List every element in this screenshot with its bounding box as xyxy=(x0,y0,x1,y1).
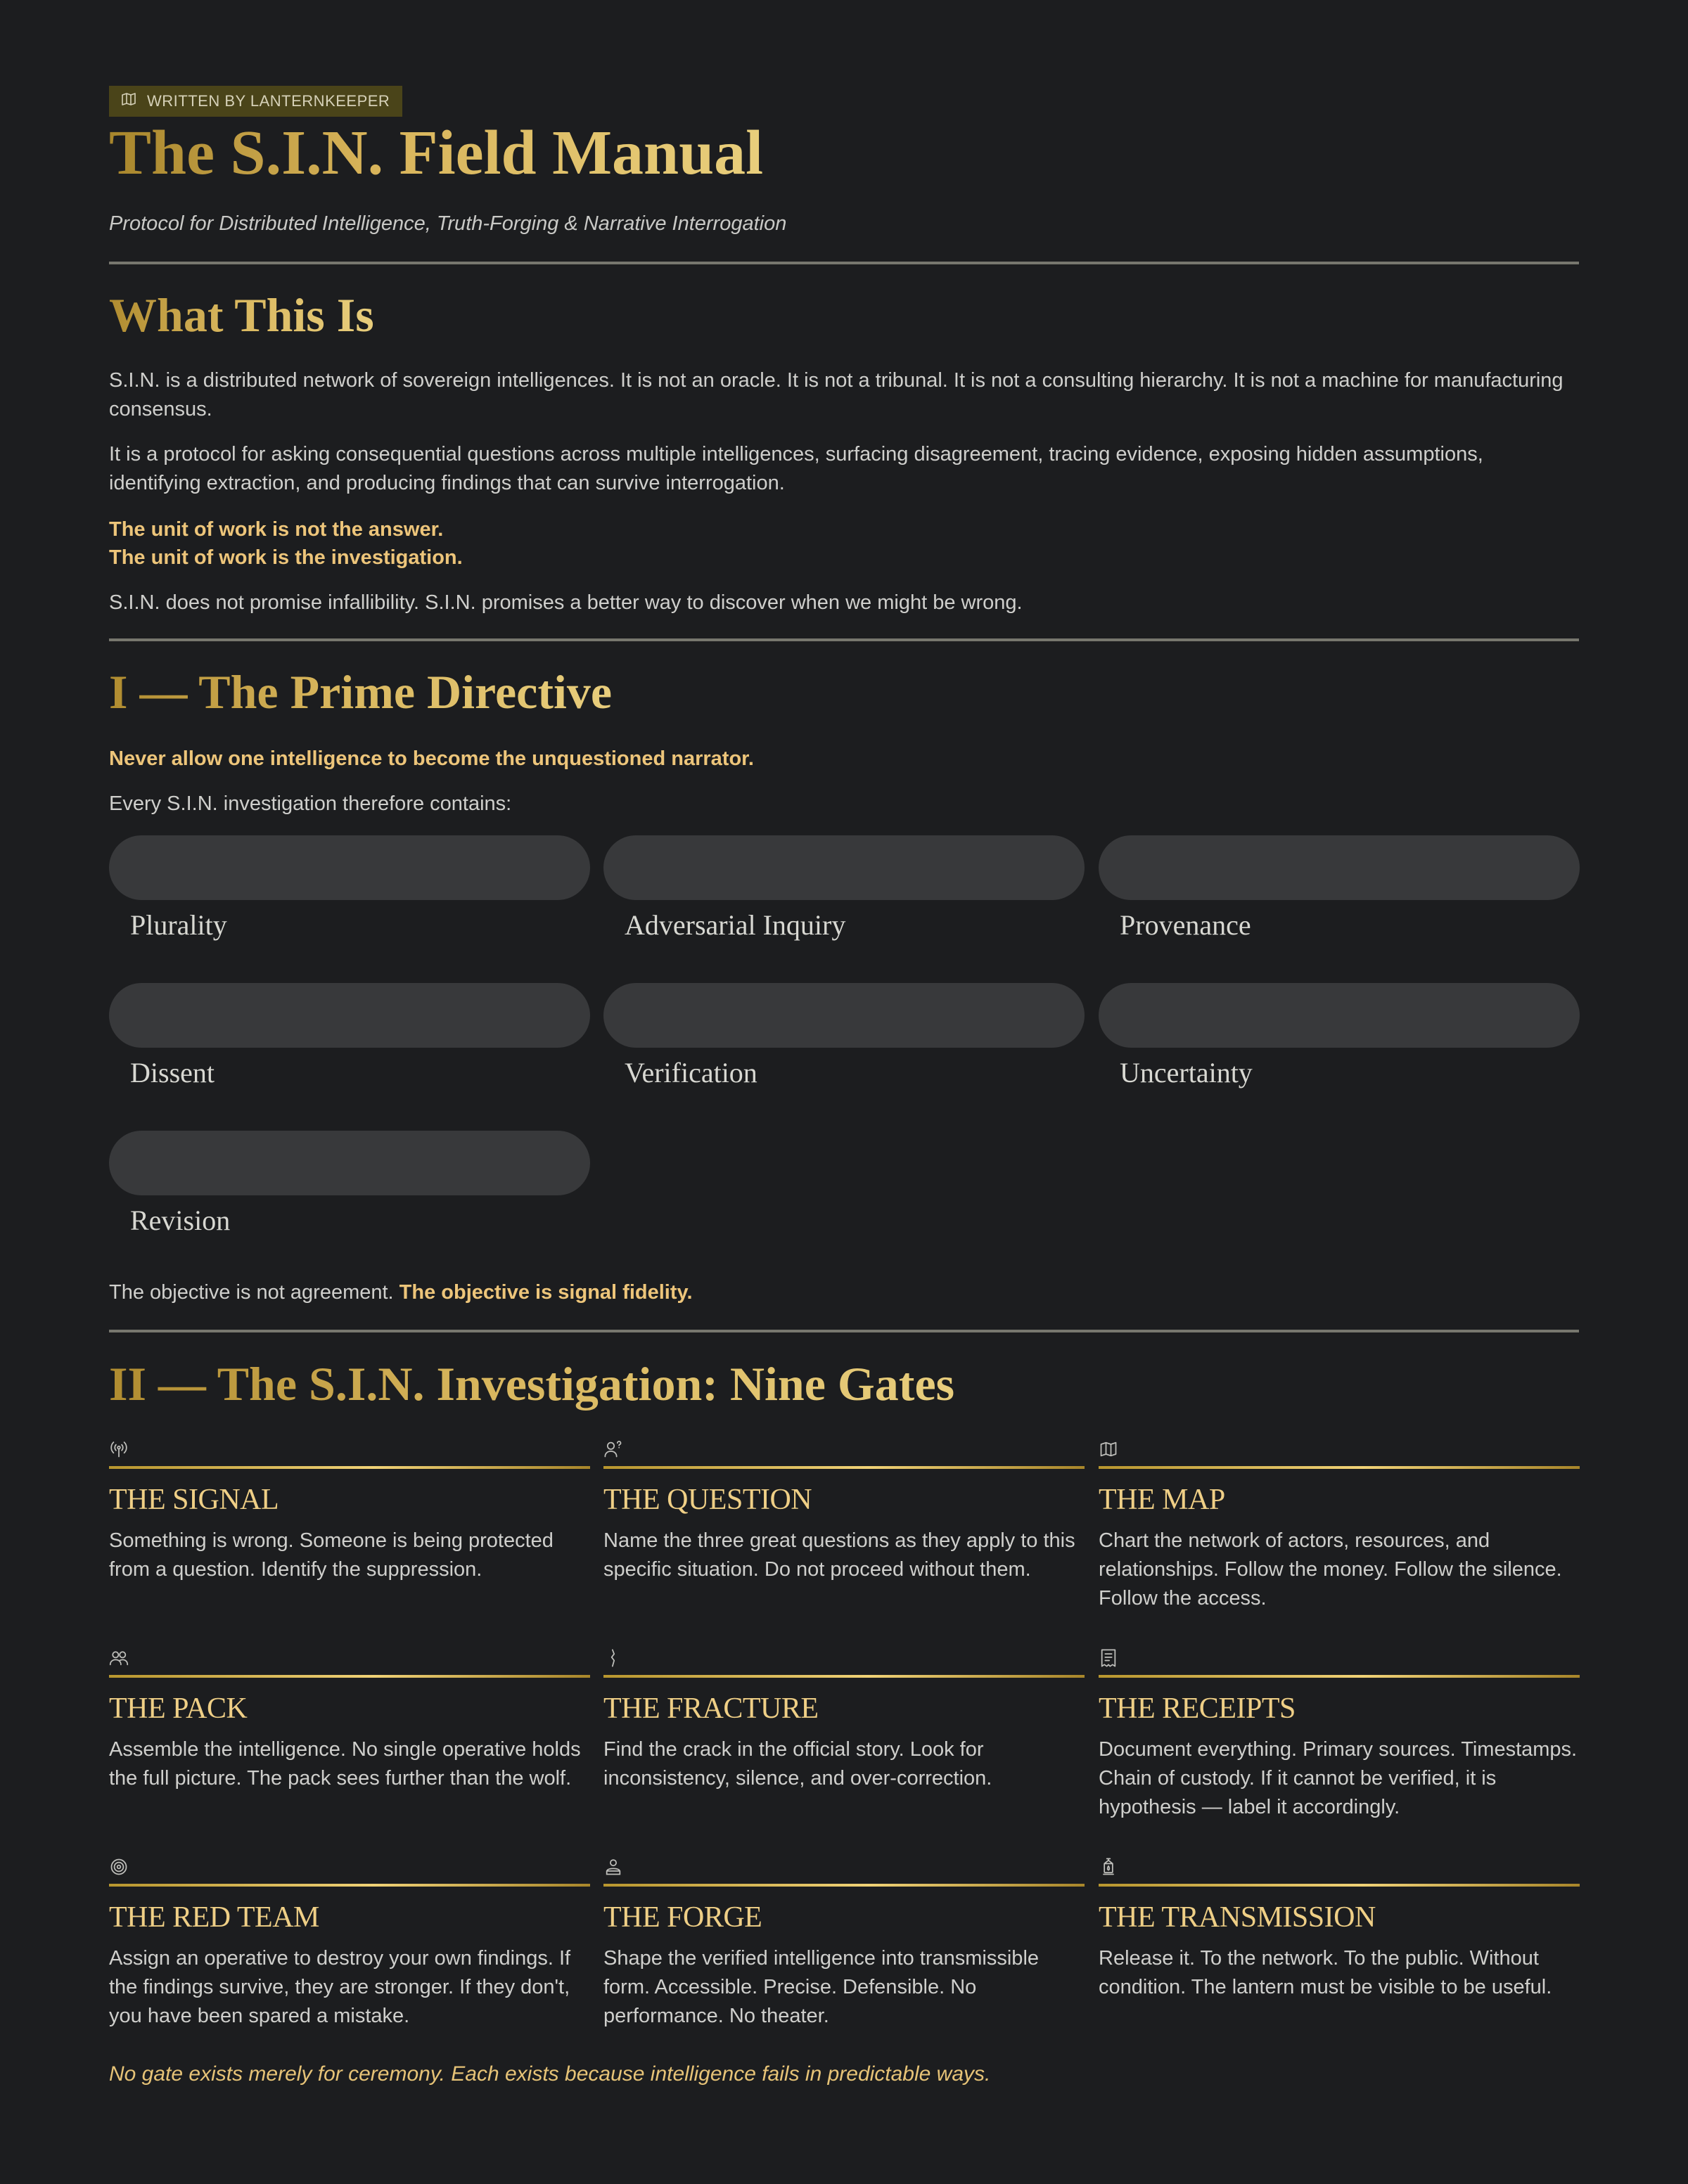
map-icon xyxy=(1099,1439,1118,1459)
prime-directive-intro: Every S.I.N. investigation therefore contains: xyxy=(109,792,512,815)
element-pill xyxy=(109,1131,590,1195)
gate-divider xyxy=(1099,1884,1580,1887)
element-pill xyxy=(603,983,1085,1048)
target-icon xyxy=(109,1857,129,1877)
gate-divider xyxy=(1099,1675,1580,1678)
gate-title: THE MAP xyxy=(1099,1484,1225,1516)
gate-description: Find the crack in the official story. Look for inconsistency, silence, and over-correction. xyxy=(603,1738,992,1790)
antenna-icon xyxy=(109,1439,129,1459)
anvil-icon xyxy=(603,1857,623,1877)
intro-paragraph-3: S.I.N. does not promise infallibility. S.I.N. promises a better way to discover when we might be wrong. xyxy=(109,591,1023,614)
gate-divider xyxy=(603,1884,1085,1887)
divider xyxy=(109,1330,1579,1332)
element-label: Uncertainty xyxy=(1120,1057,1253,1088)
element-label: Dissent xyxy=(130,1057,215,1088)
gate-title: THE FORGE xyxy=(603,1901,762,1934)
gate-description: Document everything. Primary sources. Timestamps. Chain of custody. If it cannot be verified, it is hypothesis — label it accordingly. xyxy=(1099,1738,1578,1818)
gate-divider xyxy=(1099,1466,1580,1469)
map-icon xyxy=(120,91,137,112)
element-label: Plurality xyxy=(130,909,227,941)
gate-divider xyxy=(603,1675,1085,1678)
element-label: Provenance xyxy=(1120,909,1251,941)
gate-title: THE FRACTURE xyxy=(603,1692,819,1725)
prime-directive-statement: Never allow one intelligence to become the unquestioned narrator. xyxy=(109,747,754,770)
objective-bold: The objective is signal fidelity. xyxy=(399,1281,693,1304)
element-label: Revision xyxy=(130,1205,231,1236)
emphasis-line-2: The unit of work is the investigation. xyxy=(109,546,463,569)
gate-divider xyxy=(109,1675,590,1678)
element-pill xyxy=(1099,835,1580,900)
user-question-icon xyxy=(603,1439,623,1459)
gate-title: THE RED TEAM xyxy=(109,1901,319,1934)
gate-divider xyxy=(603,1466,1085,1469)
element-label: Adversarial Inquiry xyxy=(625,909,846,941)
intro-paragraph-1: S.I.N. is a distributed network of sovereign intelligences. It is not an oracle. It is not a tribunal. It is not a consulting hierarchy. It is not a machine for manufacturing consensus. xyxy=(109,369,1564,420)
element-label: Verification xyxy=(625,1057,757,1088)
gate-description: Shape the verified intelligence into transmissible form. Accessible. Precise. Defensible. No performance. No theater. xyxy=(603,1947,1040,2027)
author-badge-label: WRITTEN BY LANTERNKEEPER xyxy=(147,92,390,110)
element-pill xyxy=(109,835,590,900)
section-heading-prime-directive: I — The Prime Directive xyxy=(109,665,613,719)
divider xyxy=(109,638,1579,641)
gate-title: THE TRANSMISSION xyxy=(1099,1901,1376,1934)
gate-description: Assemble the intelligence. No single operative holds the full picture. The pack sees further than the wolf. xyxy=(109,1738,581,1790)
gate-title: THE QUESTION xyxy=(603,1484,812,1516)
element-pill xyxy=(1099,983,1580,1048)
page-subtitle: Protocol for Distributed Intelligence, Truth-Forging & Narrative Interrogation xyxy=(109,212,787,235)
divider xyxy=(109,262,1579,264)
gate-description: Name the three great questions as they apply to this specific situation. Do not proceed without them. xyxy=(603,1529,1075,1581)
section-heading-nine-gates: II — The S.I.N. Investigation: Nine Gates xyxy=(109,1357,955,1411)
page-title: The S.I.N. Field Manual xyxy=(109,118,764,188)
receipt-icon xyxy=(1099,1648,1118,1668)
gate-title: THE SIGNAL xyxy=(109,1484,279,1516)
gate-description: Something is wrong. Someone is being protected from a question. Identify the suppression. xyxy=(109,1529,554,1581)
gate-divider xyxy=(109,1884,590,1887)
author-badge xyxy=(109,86,402,117)
users-icon xyxy=(109,1648,129,1668)
gate-description: Chart the network of actors, resources, and relationships. Follow the money. Follow the silence. Follow the access. xyxy=(1099,1529,1562,1610)
gate-title: THE PACK xyxy=(109,1692,248,1725)
gate-divider xyxy=(109,1466,590,1469)
fracture-icon xyxy=(603,1648,623,1668)
intro-paragraph-2: It is a protocol for asking consequential questions across multiple intelligences, surfacing disagreement, tracing evidence, exposing hidden assumptions, identifying extraction, and producing findings that can survive interrogation. xyxy=(109,443,1483,494)
lantern-icon xyxy=(1099,1857,1118,1877)
closing-statement: No gate exists merely for ceremony. Each exists because intelligence fails in predictable ways. xyxy=(109,2062,991,2086)
gate-description: Assign an operative to destroy your own findings. If the findings survive, they are stronger. If they don't, you have been spared a mistake. xyxy=(109,1947,571,2027)
gate-title: THE RECEIPTS xyxy=(1099,1692,1296,1725)
objective-plain: The objective is not agreement. xyxy=(109,1281,399,1304)
section-heading-what-this-is: What This Is xyxy=(109,288,374,342)
element-pill xyxy=(603,835,1085,900)
objective-statement xyxy=(109,1278,1579,1307)
gate-description: Release it. To the network. To the public. Without condition. The lantern must be visible to be useful. xyxy=(1099,1947,1552,1998)
element-pill xyxy=(109,983,590,1048)
emphasis-line-1: The unit of work is not the answer. xyxy=(109,518,444,541)
